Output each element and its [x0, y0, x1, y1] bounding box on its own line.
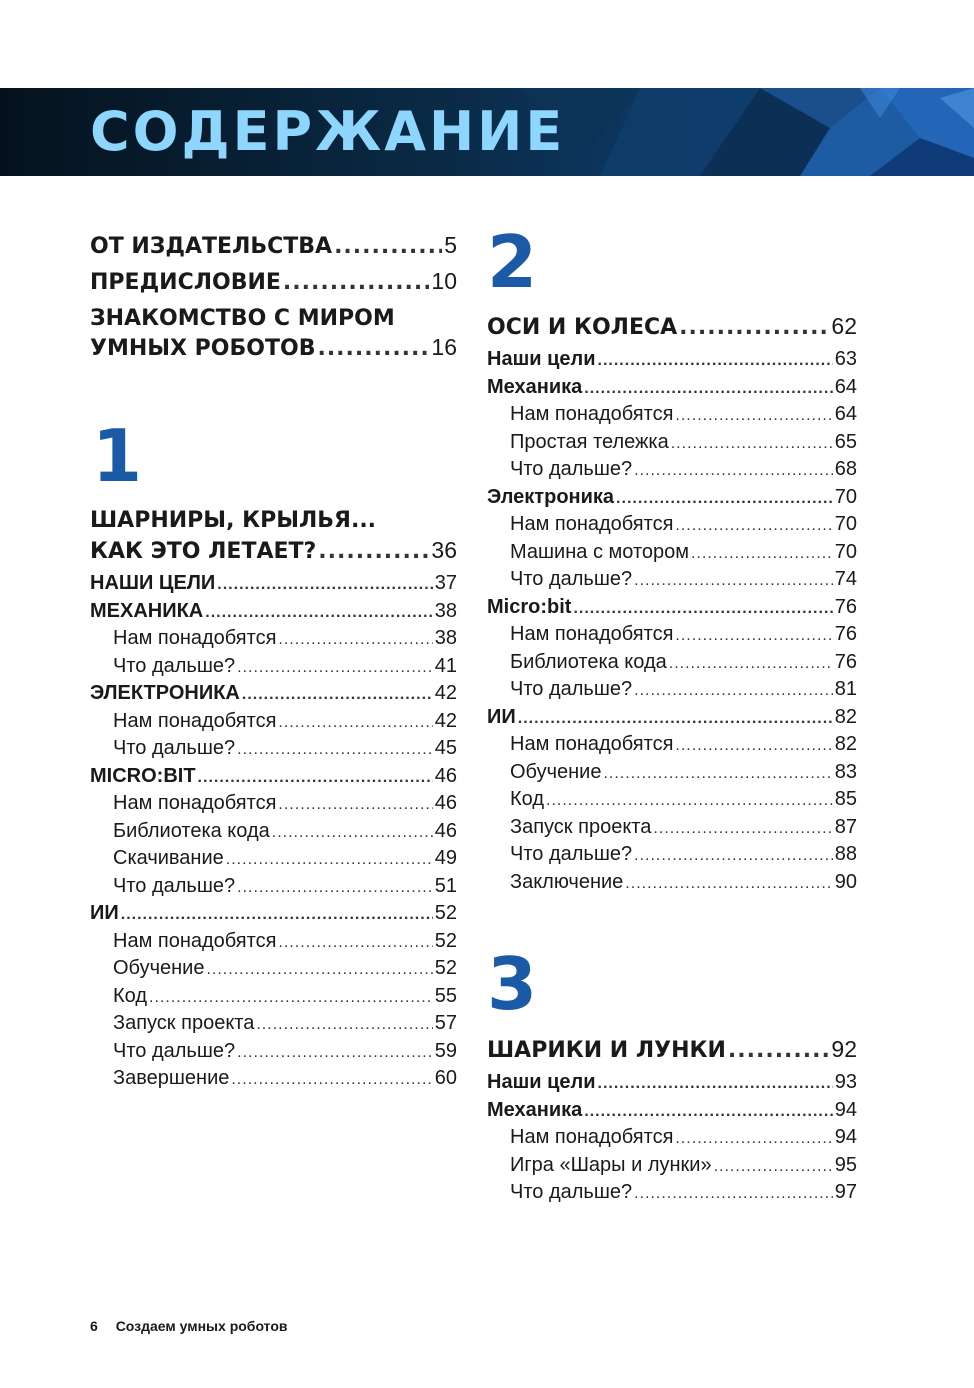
toc-entry[interactable]	[487, 431, 857, 461]
toc-page: 70	[834, 485, 857, 508]
toc-label: Нам понадобятся	[113, 627, 277, 649]
toc-entry[interactable]	[90, 600, 457, 630]
toc-entry[interactable]	[487, 486, 857, 516]
leader-dots	[237, 1044, 433, 1062]
toc-page: 49	[434, 847, 457, 869]
toc-page: 93	[834, 1071, 857, 1093]
toc-page: 41	[434, 654, 457, 677]
chapter-number: 3	[487, 942, 538, 1026]
toc-label: Что дальше?	[510, 1181, 633, 1203]
toc-label: Код	[113, 984, 148, 1007]
toc-page: 83	[834, 760, 857, 783]
toc-label: Заключение	[510, 870, 624, 893]
toc-page: 62	[831, 313, 857, 339]
toc-entry[interactable]	[90, 1012, 457, 1042]
leader-dots	[675, 517, 832, 535]
toc-entry[interactable]	[487, 678, 857, 708]
toc-entry[interactable]	[90, 930, 457, 960]
leader-dots	[675, 1130, 832, 1148]
leader-dots	[226, 851, 433, 869]
toc-entry[interactable]	[90, 875, 457, 905]
toc-label-line1: ЗНАКОМСТВО С МИРОМ	[90, 306, 395, 331]
toc-page: 70	[834, 513, 857, 535]
toc-label: Простая тележка	[510, 430, 669, 453]
toc-label: ИИ	[90, 902, 119, 924]
toc-page: 37	[434, 572, 457, 594]
toc-page: 55	[434, 984, 457, 1007]
chapter-title-line1: ШАРНИРЫ, КРЫЛЬЯ...	[90, 508, 377, 533]
toc-entry[interactable]	[90, 737, 457, 767]
toc-label: Нам понадобятся	[510, 403, 674, 425]
toc-page: 45	[434, 737, 457, 759]
toc-entry[interactable]	[487, 1181, 857, 1211]
toc-page: 94	[834, 1098, 857, 1121]
leader-dots	[675, 407, 832, 425]
toc-label: Скачивание	[113, 847, 224, 869]
toc-entry[interactable]	[90, 572, 457, 602]
leader-dots	[728, 1038, 830, 1063]
leader-dots	[237, 741, 433, 759]
toc-label: Нам понадобятся	[510, 733, 674, 755]
toc-page: 90	[834, 870, 857, 893]
footer-page-number: 6	[90, 1318, 98, 1334]
leader-dots	[242, 686, 433, 704]
toc-page: 85	[834, 788, 857, 810]
leader-dots	[237, 659, 433, 677]
leader-dots	[625, 875, 832, 893]
toc-label: Что дальше?	[113, 737, 236, 759]
toc-page: 94	[834, 1126, 857, 1148]
toc-page: 70	[834, 540, 857, 563]
leader-dots	[598, 352, 833, 370]
leader-dots	[256, 1016, 432, 1034]
toc-label: Нам понадобятся	[510, 513, 674, 535]
toc-entry[interactable]	[90, 655, 457, 685]
toc-entry[interactable]	[90, 1040, 457, 1070]
toc-entry[interactable]	[487, 458, 857, 488]
chapter-number: 2	[487, 220, 538, 304]
toc-entry[interactable]	[90, 902, 457, 932]
toc-label: Механика	[487, 1098, 583, 1121]
leader-dots	[634, 682, 833, 700]
leader-dots	[634, 462, 833, 480]
leader-dots	[691, 545, 833, 563]
toc-label: Что дальше?	[510, 678, 633, 700]
toc-page: 10	[431, 268, 457, 294]
toc-label: Обучение	[510, 760, 602, 783]
toc-label: Игра «Шары и лунки»	[510, 1153, 712, 1176]
leader-dots	[669, 655, 833, 673]
leader-dots	[714, 1158, 833, 1176]
leader-dots	[634, 1185, 833, 1203]
leader-dots	[584, 380, 832, 398]
toc-page: 38	[434, 627, 457, 649]
toc-entry[interactable]	[487, 816, 857, 846]
leader-dots	[205, 604, 432, 622]
toc-label: ШАРИКИ И ЛУНКИ	[487, 1038, 726, 1063]
leader-dots	[318, 539, 429, 564]
page-footer	[90, 1318, 301, 1334]
toc-page: 88	[834, 843, 857, 865]
toc-label: Что дальше?	[510, 458, 633, 480]
toc-label: MICRO:BIT	[90, 764, 196, 787]
toc-page: 65	[834, 430, 857, 453]
toc-page: 46	[434, 819, 457, 842]
toc-page: 42	[434, 682, 457, 704]
toc-entry[interactable]	[487, 568, 857, 598]
leader-dots	[206, 961, 432, 979]
toc-label: Наши цели	[487, 348, 596, 370]
leader-dots	[584, 1103, 832, 1121]
toc-label: ПРЕДИСЛОВИЕ	[90, 270, 281, 295]
toc-entry[interactable]	[90, 820, 457, 850]
toc-page: 76	[834, 623, 857, 645]
toc-entry[interactable]	[90, 682, 457, 712]
toc-entry[interactable]	[487, 761, 857, 791]
toc-entry[interactable]	[487, 541, 857, 571]
toc-entry[interactable]	[487, 871, 857, 901]
leader-dots	[634, 572, 833, 590]
toc-entry[interactable]	[487, 788, 857, 818]
toc-entry[interactable]	[487, 403, 857, 433]
toc-label: Нам понадобятся	[113, 709, 277, 732]
toc-page: 42	[434, 709, 457, 732]
toc-page: 52	[434, 902, 457, 924]
toc-entry[interactable]	[90, 710, 457, 740]
leader-dots	[121, 906, 433, 924]
leader-dots	[334, 234, 442, 259]
toc-entry[interactable]	[90, 792, 457, 822]
toc-page: 46	[434, 792, 457, 814]
leader-dots	[237, 879, 433, 897]
toc-entry[interactable]	[487, 1126, 857, 1156]
toc-entry[interactable]	[90, 1067, 457, 1097]
chapter-title[interactable]	[487, 1036, 857, 1066]
toc-page: 38	[434, 599, 457, 622]
toc-label: Нам понадобятся	[113, 929, 277, 952]
leader-dots	[675, 737, 832, 755]
toc-entry[interactable]	[487, 1154, 857, 1184]
leader-dots	[634, 847, 833, 865]
toc-label: МЕХАНИКА	[90, 599, 204, 622]
toc-label: Что дальше?	[113, 654, 236, 677]
toc-label: Micro:bit	[487, 595, 572, 618]
toc-label: УМНЫХ РОБОТОВ	[90, 336, 316, 361]
toc-entry[interactable]	[487, 1099, 857, 1129]
toc-label: Что дальше?	[510, 568, 633, 590]
toc-page: 81	[834, 678, 857, 700]
footer-book-title: Создаем умных роботов	[115, 1318, 288, 1334]
leader-dots	[671, 435, 833, 453]
chapter-title[interactable]	[487, 313, 857, 343]
toc-page: 64	[834, 375, 857, 398]
toc-page: 59	[434, 1039, 457, 1062]
toc-page: 82	[834, 733, 857, 755]
toc-page: 5	[444, 232, 457, 258]
toc-entry[interactable]	[487, 376, 857, 406]
toc-entry[interactable]	[487, 706, 857, 736]
toc-label: Что дальше?	[113, 1039, 236, 1062]
toc-page: 64	[834, 403, 857, 425]
toc-label: Наши цели	[487, 1071, 596, 1093]
toc-entry[interactable]	[487, 623, 857, 653]
toc-entry[interactable]	[487, 596, 857, 626]
toc-page: 76	[834, 650, 857, 673]
toc-label: Электроника	[487, 485, 615, 508]
toc-page: 76	[834, 595, 857, 618]
toc-label: ОТ ИЗДАТЕЛЬСТВА	[90, 234, 333, 259]
toc-label: ИИ	[487, 705, 516, 728]
toc-entry[interactable]	[487, 1071, 857, 1101]
toc-entry[interactable]	[487, 513, 857, 543]
toc-entry[interactable]	[90, 765, 457, 795]
toc-page: 60	[434, 1067, 457, 1089]
toc-page: 52	[434, 929, 457, 952]
leader-dots	[518, 710, 833, 728]
toc-entry[interactable]	[487, 348, 857, 378]
leader-dots	[603, 765, 832, 783]
toc-page: 16	[431, 334, 457, 360]
leader-dots	[278, 714, 432, 732]
leader-dots	[278, 631, 432, 649]
toc-label: Нам понадобятся	[113, 792, 277, 814]
toc-label: Код	[510, 788, 545, 810]
leader-dots	[546, 792, 833, 810]
toc-entry[interactable]	[90, 847, 457, 877]
toc-label: Что дальше?	[510, 843, 633, 865]
leader-dots	[278, 934, 432, 952]
leader-dots	[149, 989, 433, 1007]
toc-label: Библиотека кода	[510, 650, 667, 673]
header-banner	[0, 88, 974, 176]
toc-entry[interactable]	[90, 232, 457, 262]
leader-dots	[278, 796, 432, 814]
toc-page: 97	[834, 1181, 857, 1203]
toc-label: Механика	[487, 375, 583, 398]
toc-page: 46	[434, 764, 457, 787]
toc-label: Что дальше?	[113, 874, 236, 897]
leader-dots	[198, 769, 433, 787]
toc-label: Запуск проекта	[113, 1012, 255, 1034]
leader-dots	[616, 490, 833, 508]
leader-dots	[679, 315, 829, 340]
toc-entry[interactable]	[90, 268, 457, 298]
leader-dots	[317, 336, 429, 361]
toc-page: 68	[834, 458, 857, 480]
chapter-number: 1	[92, 414, 143, 498]
leader-dots	[217, 576, 432, 594]
toc-page: 63	[834, 348, 857, 370]
toc-page: 82	[834, 705, 857, 728]
toc-label: НАШИ ЦЕЛИ	[90, 572, 216, 594]
leader-dots	[231, 1071, 432, 1089]
leader-dots	[573, 600, 832, 618]
toc-page: 36	[431, 537, 457, 563]
toc-label: Завершение	[113, 1067, 230, 1089]
toc-label: ОСИ И КОЛЕСА	[487, 315, 678, 340]
toc-page: 74	[834, 568, 857, 590]
toc-label: Машина с мотором	[510, 540, 689, 563]
toc-page: 52	[434, 957, 457, 979]
toc-label: Нам понадобятся	[510, 623, 674, 645]
toc-label: Библиотека кода	[113, 819, 270, 842]
toc-page: 87	[834, 815, 857, 838]
toc-label: Обучение	[113, 957, 205, 979]
toc-entry[interactable]	[90, 334, 457, 364]
leader-dots	[272, 824, 433, 842]
toc-entry[interactable]	[90, 957, 457, 987]
leader-dots	[675, 627, 832, 645]
toc-entry[interactable]	[487, 733, 857, 763]
toc-label: Запуск проекта	[510, 815, 652, 838]
leader-dots	[283, 270, 430, 295]
toc-label: Нам понадобятся	[510, 1126, 674, 1148]
toc-label: ЭЛЕКТРОНИКА	[90, 682, 240, 704]
leader-dots	[598, 1075, 833, 1093]
leader-dots	[653, 820, 832, 838]
toc-page: 51	[434, 874, 457, 897]
toc-label: КАК ЭТО ЛЕТАЕТ?	[90, 539, 317, 564]
chapter-title[interactable]	[90, 537, 457, 567]
toc-page: 92	[831, 1036, 857, 1062]
toc-page: 95	[834, 1153, 857, 1176]
page-title: СОДЕРЖАНИЕ	[90, 100, 566, 163]
toc-page: 57	[434, 1012, 457, 1034]
toc-entry[interactable]	[90, 985, 457, 1015]
toc-entry[interactable]	[90, 627, 457, 657]
toc-entry[interactable]	[487, 843, 857, 873]
toc-entry[interactable]	[487, 651, 857, 681]
